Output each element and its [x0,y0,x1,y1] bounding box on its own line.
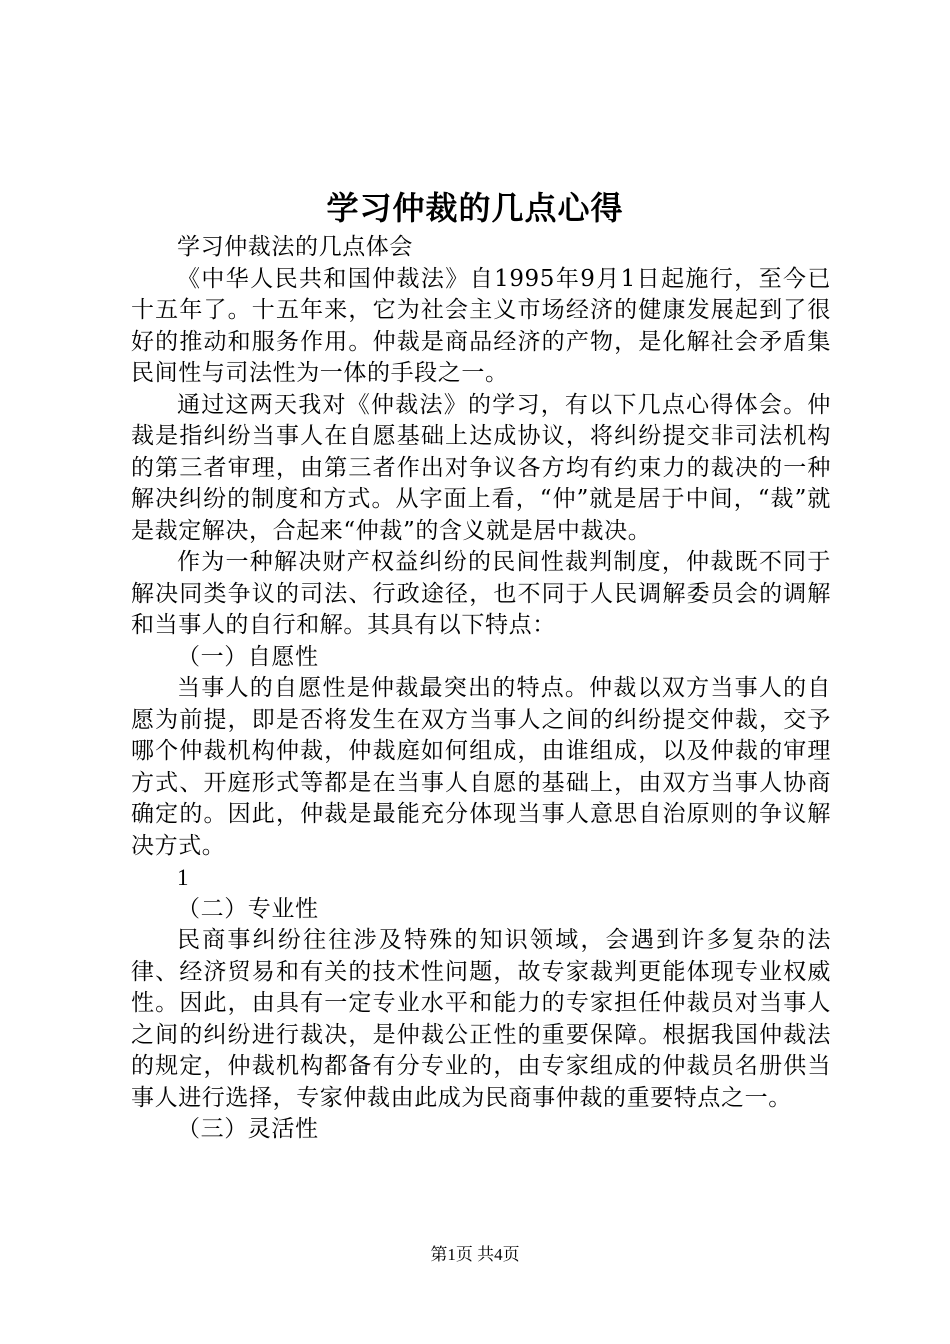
inline-page-number: 1 [177,865,190,890]
page-footer: 第1页 共4页 [430,1245,520,1264]
body-paragraph: 当事人的自愿性是仲裁最突出的特点。仲裁以双方当事人的自愿为前提，即是否将发生在双方当事人之间的纠纷提交仲裁，交予哪个仲裁机构仲裁，仲裁庭如何组成，由谁组成，以及仲裁的审理方式、开庭形式等都是在当事人自愿的基础上，由双方当事人协商确定的。因此，仲裁是最能充分体现当事人意思自治原则的争议解决方式。 [131,675,831,859]
section-heading: （二）专业性 [177,895,319,922]
body-paragraph: 作为一种解决财产权益纠纷的民间性裁判制度，仲裁既不同于解决同类争议的司法、行政途径，也不同于人民调解委员会的调解和当事人的自行和解。其具有以下特点： [131,549,831,638]
section-heading: （三）灵活性 [177,1116,319,1142]
section-heading: （一）自愿性 [177,643,319,670]
body-paragraph: 通过这两天我对《仲裁法》的学习，有以下几点心得体会。仲裁是指纠纷当事人在自愿基础上达成协议，将纠纷提交非司法机构的第三者审理，由第三者作出对争议各方均有约束力的裁决的一种解决纠纷的制度和方式。从字面上看，“仲”就是居于中间，“裁”就是裁定解决，合起来“仲裁”的含义就是居中裁决。 [131,391,831,544]
subtitle-paragraph: 学习仲裁法的几点体会 [177,234,413,260]
body-paragraph: 民商事纠纷往往涉及特殊的知识领域，会遇到许多复杂的法律、经济贸易和有关的技术性问题，故专家裁判更能体现专业权威性。因此，由具有一定专业水平和能力的专家担任仲裁员对当事人之间的纠纷进行裁决，是仲裁公正性的重要保障。根据我国仲裁法的规定，仲裁机构都备有分专业的，由专家组成的仲裁员名册供当事人进行选择，专家仲裁由此成为民商事仲裁的重要特点之一。 [131,927,831,1111]
document-body [131,232,831,1146]
body-paragraph: 《中华人民共和国仲裁法》自1995年9月1日起施行，至今已十五年了。十五年来，它为社会主义市场经济的健康发展起到了很好的推动和服务作用。仲裁是商品经济的产物，是化解社会矛盾集民间性与司法性为一体的手段之一。 [131,265,831,386]
document-title: 学习仲裁的几点心得 [326,189,624,227]
